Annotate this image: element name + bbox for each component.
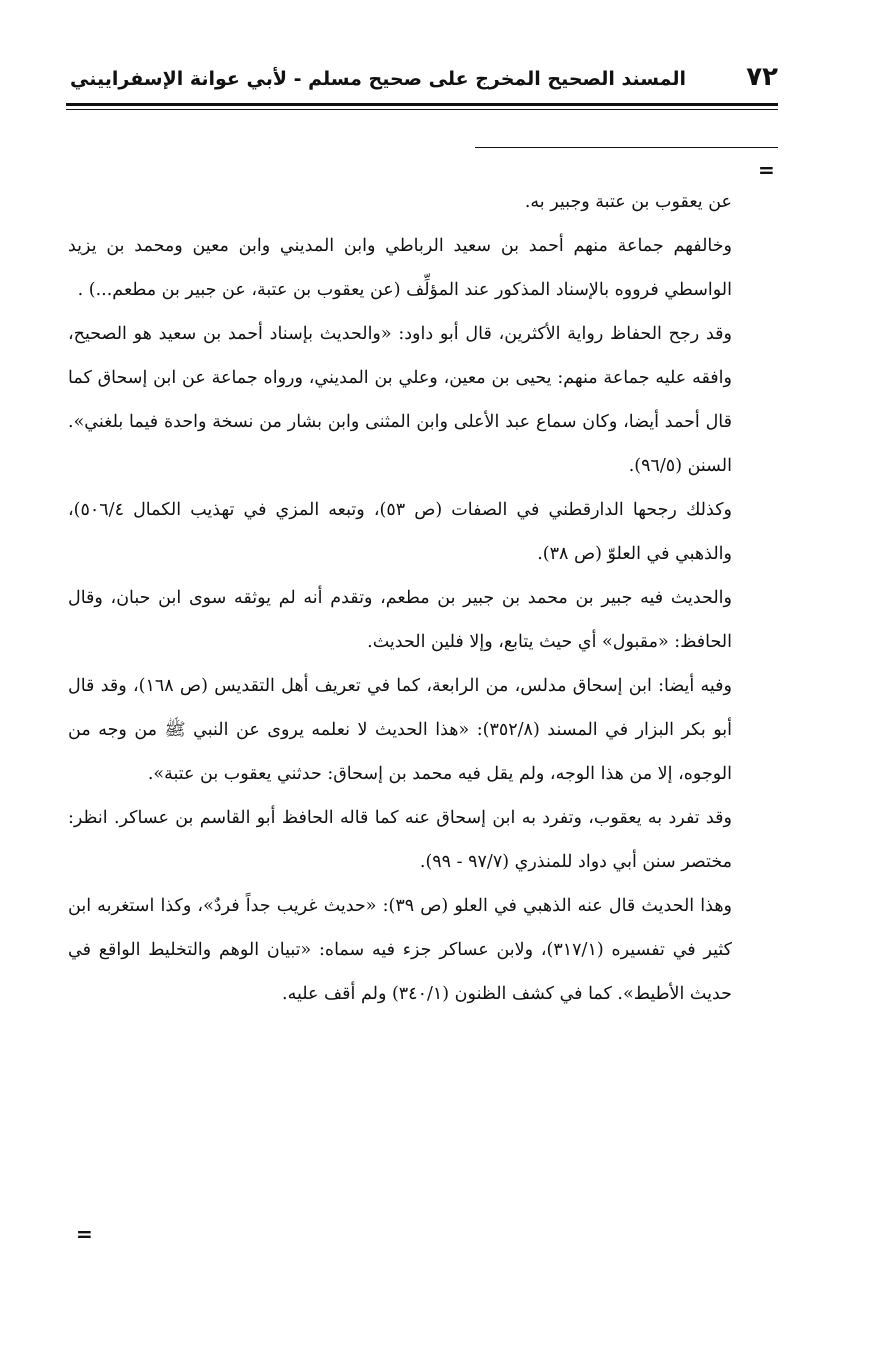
paragraph: وقد تفرد به يعقوب، وتفرد به ابن إسحاق عنه كما قاله الحافظ أبو القاسم بن عساكر. انظر: مختصر سنن أبي دواد للمنذري (٩٧/٧ - ٩٩). bbox=[68, 808, 732, 872]
footnote-body bbox=[68, 180, 732, 1016]
header-rule-thin bbox=[66, 109, 778, 110]
paragraph: وكذلك رجحها الدارقطني في الصفات (ص ٥٣)، وتبعه المزي في تهذيب الكمال ٥٠٦/٤)، والذهبي في العلوّ (ص ٣٨). bbox=[68, 500, 732, 564]
continuation-marker-top: = bbox=[758, 158, 775, 182]
paragraph: عن يعقوب بن عتبة وجبير به. bbox=[524, 192, 732, 212]
header-rule-thick bbox=[66, 103, 778, 106]
paragraph: وفيه أيضا: ابن إسحاق مدلس، من الرابعة، كما في تعريف أهل التقديس (ص ١٦٨)، وقد قال أبو بكر البزار في المسند (٣٥٢/٨): «هذا الحديث لا نعلمه يروى عن النبي ﷺ من وجه من الوجوه، إلا من هذا الوجه، ولم يقل فيه محمد بن إسحاق: حدثني يعقوب بن عتبة». bbox=[68, 676, 733, 784]
running-title: المسند الصحيح المخرج على صحيح مسلم - لأبي عوانة الإسفراييني bbox=[70, 68, 686, 90]
page-header bbox=[66, 58, 778, 102]
footnote-separator bbox=[475, 147, 778, 148]
page-number: ٧٢ bbox=[746, 62, 778, 92]
continuation-marker-bottom: = bbox=[76, 1222, 93, 1246]
paragraph: وهذا الحديث قال عنه الذهبي في العلو (ص ٣٩): «حديث غريب جداً فردٌ»، وكذا استغربه ابن كثير في تفسيره (٣١٧/١)، ولابن عساكر جزء فيه سماه: «تبيان الوهم والتخليط الواقع في حديث الأطيط». كما في كشف الظنون (٣٤٠/١) ولم أقف عليه. bbox=[68, 896, 732, 1004]
paragraph: والحديث فيه جبير بن محمد بن جبير بن مطعم، وتقدم أنه لم يوثقه سوى ابن حبان، وقال الحافظ: «مقبول» أي حيث يتابع، وإلا فلين الحديث. bbox=[68, 588, 732, 652]
paragraph: وخالفهم جماعة منهم أحمد بن سعيد الرباطي وابن المديني وابن معين ومحمد بن يزيد الواسطي فرووه بالإسناد المذكور عند المؤلِّف (عن يعقوب بن عتبة، عن جبير بن مطعم...) . bbox=[68, 236, 732, 300]
paragraph: وقد رجح الحفاظ رواية الأكثرين، قال أبو داود: «والحديث بإسناد أحمد بن سعيد هو الصحيح، وافقه عليه جماعة منهم: يحيى بن معين، وعلي بن المديني، ورواه جماعة عن ابن إسحاق كما قال أحمد أيضا، وكان سماع عبد الأعلى وابن المثنى وابن بشار من نسخة واحدة فيما بلغني». السنن (٩٦/٥). bbox=[68, 324, 732, 476]
